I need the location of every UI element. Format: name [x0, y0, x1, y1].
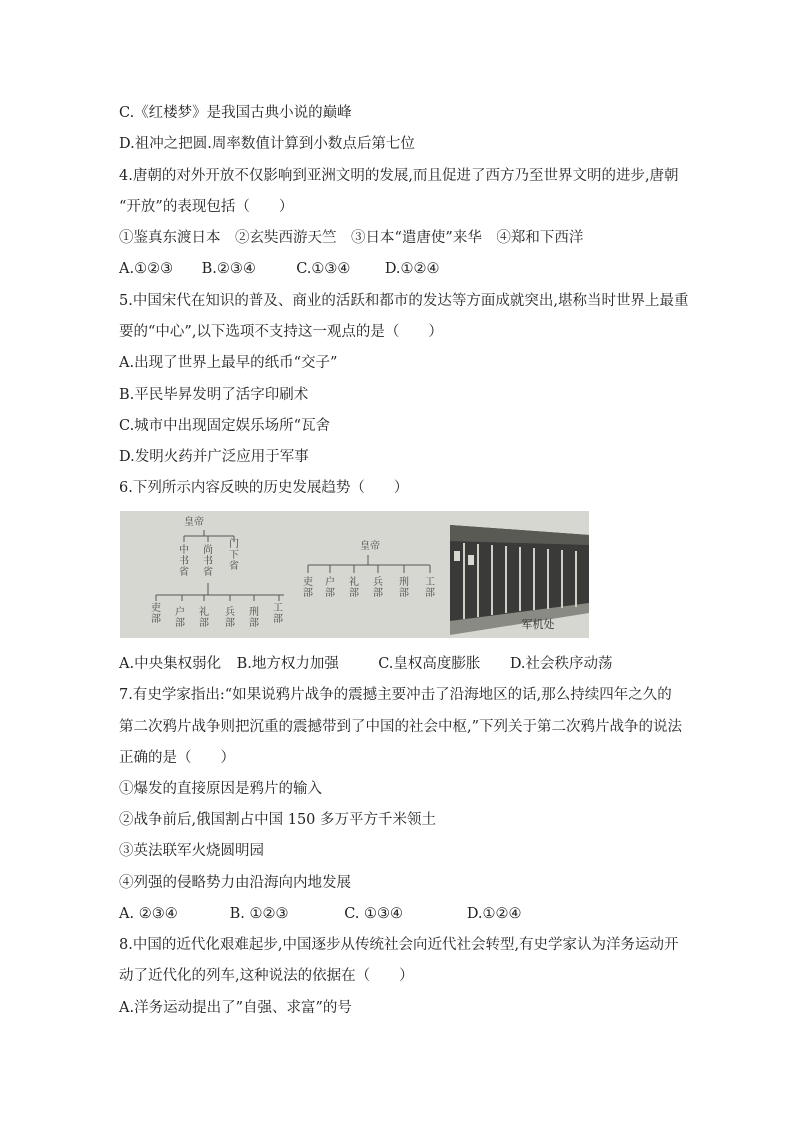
option-a[interactable]: A.中央集权弱化: [119, 656, 222, 672]
option-c[interactable]: C.皇权高度膨胀: [378, 656, 481, 672]
line-c-prev: C.《红楼梦》是我国古典小说的巅峰: [119, 105, 352, 121]
mid-ministry-war: 兵部: [373, 577, 383, 599]
mid-ministry-revenue: 户部: [325, 577, 335, 599]
chancellery-label: 门下省: [229, 539, 239, 572]
grand-council-photo: [450, 525, 589, 635]
question-8-stem-2: 动了近代化的列车,这种说法的依据在（ ）: [119, 968, 414, 984]
question-6-stem: 6.下列所示内容反映的历史发展趋势（ ）: [119, 480, 409, 496]
question-7-item-2: ②战争前后,俄国割占中国 150 多万平方千米领土: [119, 812, 437, 828]
line-d-prev: D.祖冲之把圆.周率数值计算到小数点后第七位: [119, 136, 415, 152]
question-5-option-a[interactable]: A.出现了世界上最早的纸币“交子”: [119, 355, 338, 371]
question-8-option-a[interactable]: A.洋务运动提出了”自强、求富”的号: [119, 1000, 352, 1016]
middle-emperor-label: 皇帝: [360, 541, 380, 552]
option-b[interactable]: B.②③④: [201, 261, 256, 277]
question-7-stem-2: 第二次鸦片战争则把沉重的震撼带到了中国的社会中枢,”下列关于第二次鸦片战争的说法: [119, 719, 683, 735]
left-ministry-works: 工部: [273, 603, 283, 625]
left-ministry-revenue: 户部: [175, 607, 185, 629]
left-ministry-justice: 刑部: [249, 607, 259, 629]
question-5-stem-1: 5.中国宋代在知识的普及、商业的活跃和都市的发达等方面成就突出,堪称当时世界上最重: [119, 293, 689, 309]
option-d[interactable]: D.①②④: [466, 906, 522, 922]
question-7-options: [119, 905, 522, 923]
option-a[interactable]: A.①②③: [119, 261, 174, 277]
grand-council-caption: 军机处: [521, 618, 555, 631]
department-of-state-label: 尚书省: [203, 545, 213, 578]
mid-ministry-personnel: 吏部: [303, 577, 313, 599]
question-7-stem-1: 7.有史学家指出:“如果说鸦片战争的震撼主要冲击了沿海地区的话,那么持续四年之久的: [119, 687, 672, 703]
left-ministry-personnel: 吏部: [151, 603, 161, 625]
question-7-item-3: ③英法联军火烧圆明园: [119, 843, 264, 859]
mid-ministry-works: 工部: [425, 577, 435, 599]
question-4-stem-1: 4.唐朝的对外开放不仅影响到亚洲文明的发展,而且促进了西方乃至世界文明的进步,唐朝: [119, 168, 679, 184]
option-d[interactable]: D.①②④: [384, 261, 440, 277]
question-5-option-c[interactable]: C.城市中出现固定娱乐场所“瓦舍: [119, 418, 331, 434]
question-6-options: [119, 655, 613, 673]
question-5-stem-2: 要的“中心”,以下选项不支持这一观点的是（ ）: [119, 324, 443, 340]
mid-ministry-rites: 礼部: [349, 577, 359, 599]
question-5-option-d[interactable]: D.发明火药并广泛应用于军事: [119, 449, 309, 465]
question-7-item-1: ①爆发的直接原因是鸦片的输入: [119, 781, 322, 797]
question-8-stem-1: 8.中国的近代化艰难起步,中国逐步从传统社会向近代社会转型,有史学家认为洋务运动开: [119, 937, 679, 953]
government-structure-figure: [120, 511, 589, 638]
question-4-stem-2: “开放”的表现包括（ ）: [119, 199, 294, 215]
question-7-stem-3: 正确的是（ ）: [119, 750, 235, 766]
left-ministry-rites: 礼部: [199, 607, 209, 629]
left-emperor-label: 皇帝: [184, 517, 204, 528]
secretariat-label: 中书省: [179, 545, 189, 578]
left-ministry-war: 兵部: [225, 607, 235, 629]
option-a[interactable]: A. ②③④: [119, 906, 178, 922]
mid-ministry-justice: 刑部: [399, 577, 409, 599]
question-7-item-4: ④列强的侵略势力由沿海向内地发展: [119, 875, 351, 891]
question-5-option-b[interactable]: B.平民毕昇发明了活字印刷术: [119, 387, 309, 403]
option-c[interactable]: C.①③④: [296, 261, 351, 277]
option-d[interactable]: D.社会秩序动荡: [509, 656, 613, 672]
option-b[interactable]: B. ①②③: [229, 906, 289, 922]
question-4-items: ①鉴真东渡日本 ②玄奘西游天竺 ③日本“遣唐使”来华 ④郑和下西洋: [119, 230, 584, 246]
option-c[interactable]: C. ①③④: [344, 906, 404, 922]
option-b[interactable]: B.地方权力加强: [236, 656, 339, 672]
question-4-options: [119, 260, 440, 278]
